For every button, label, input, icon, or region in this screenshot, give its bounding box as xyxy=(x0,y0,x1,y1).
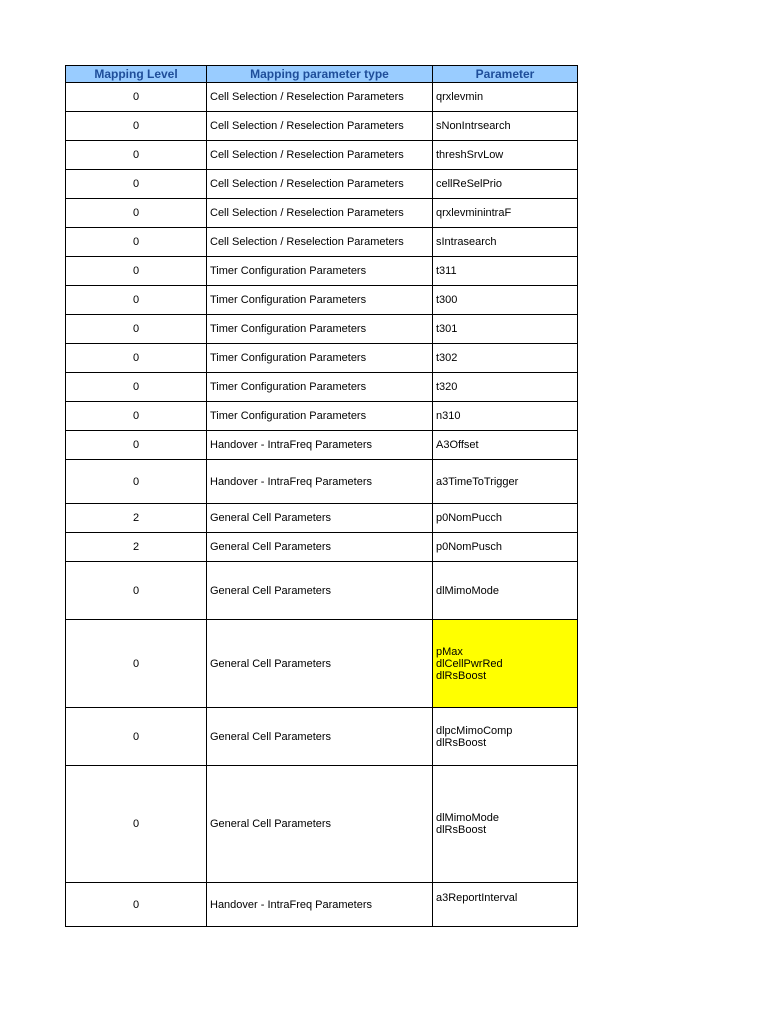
table-row xyxy=(66,708,578,766)
parameter-mapping-table xyxy=(65,65,578,927)
parameter-cell xyxy=(433,141,578,170)
mapping-parameter-type-cell: General Cell Parameters xyxy=(207,562,433,620)
parameter-cell xyxy=(433,533,578,562)
header-mapping-level: Mapping Level xyxy=(66,66,207,83)
parameter-name: dlRsBoost xyxy=(436,736,487,749)
parameter-name: n310 xyxy=(436,410,461,422)
parameter-cell xyxy=(433,431,578,460)
parameter-name: dlMimoMode xyxy=(436,812,499,824)
mapping-parameter-type-cell: General Cell Parameters xyxy=(207,620,433,708)
mapping-level-cell: 0 xyxy=(66,286,207,315)
mapping-level-cell: 0 xyxy=(66,402,207,431)
mapping-level-cell: 2 xyxy=(66,504,207,533)
mapping-level-cell: 2 xyxy=(66,533,207,562)
mapping-level-cell: 0 xyxy=(66,373,207,402)
mapping-level-cell: 0 xyxy=(66,170,207,199)
parameter-name: threshSrvLow xyxy=(436,149,504,161)
parameter-cell xyxy=(433,883,578,927)
parameter-cell xyxy=(433,562,578,620)
table-row xyxy=(66,141,578,170)
table-row xyxy=(66,257,578,286)
table-row xyxy=(66,533,578,562)
mapping-parameter-type-cell: Handover - IntraFreq Parameters xyxy=(207,431,433,460)
parameter-name: t311 xyxy=(436,265,457,277)
parameter-name: dlRsBoost xyxy=(436,669,487,682)
table-row xyxy=(66,373,578,402)
mapping-parameter-type-cell: Cell Selection / Reselection Parameters xyxy=(207,112,433,141)
table-row xyxy=(66,344,578,373)
table-row xyxy=(66,460,578,504)
table-row xyxy=(66,228,578,257)
parameter-name: A3Offset xyxy=(436,439,479,451)
table-row xyxy=(66,766,578,883)
parameter-name: t300 xyxy=(436,294,458,306)
parameter-name: pMax xyxy=(436,645,463,658)
parameter-name: p0NomPucch xyxy=(436,512,503,524)
mapping-parameter-type-cell: General Cell Parameters xyxy=(207,708,433,766)
parameter-name: cellReSelPrio xyxy=(436,178,503,190)
parameter-name: sIntrasearch xyxy=(436,236,497,248)
table-row xyxy=(66,504,578,533)
mapping-level-cell: 0 xyxy=(66,199,207,228)
mapping-parameter-type-cell: Handover - IntraFreq Parameters xyxy=(207,883,433,927)
mapping-level-cell: 0 xyxy=(66,620,207,708)
parameter-cell xyxy=(433,286,578,315)
parameter-name: dlCellPwrRed xyxy=(436,657,503,670)
parameter-name: qrxlevminintraF xyxy=(436,207,512,219)
mapping-level-cell: 0 xyxy=(66,315,207,344)
parameter-cell xyxy=(433,766,578,883)
parameter-cell xyxy=(433,315,578,344)
mapping-level-cell: 0 xyxy=(66,141,207,170)
mapping-parameter-type-cell: Cell Selection / Reselection Parameters xyxy=(207,170,433,199)
table-row xyxy=(66,883,578,927)
header-parameter: Parameter xyxy=(433,66,578,83)
header-mapping-parameter-type: Mapping parameter type xyxy=(207,66,433,83)
mapping-level-cell: 0 xyxy=(66,257,207,286)
parameter-name: dlpcMimoComp xyxy=(436,724,513,737)
parameter-cell xyxy=(433,257,578,286)
parameter-cell xyxy=(433,708,578,766)
mapping-parameter-type-cell: Cell Selection / Reselection Parameters xyxy=(207,83,433,112)
parameter-cell xyxy=(433,344,578,373)
table-row xyxy=(66,315,578,344)
parameter-cell xyxy=(433,170,578,199)
mapping-parameter-type-cell: Handover - IntraFreq Parameters xyxy=(207,460,433,504)
parameter-name: t320 xyxy=(436,381,458,393)
table-row xyxy=(66,402,578,431)
mapping-parameter-type-cell: Timer Configuration Parameters xyxy=(207,315,433,344)
mapping-parameter-type-cell: General Cell Parameters xyxy=(207,766,433,883)
parameter-cell xyxy=(433,460,578,504)
parameter-cell xyxy=(433,83,578,112)
table-row xyxy=(66,83,578,112)
mapping-level-cell: 0 xyxy=(66,228,207,257)
parameter-name: t301 xyxy=(436,323,458,335)
parameter-name: p0NomPusch xyxy=(436,541,503,553)
table-row xyxy=(66,170,578,199)
parameter-cell xyxy=(433,112,578,141)
mapping-parameter-type-cell: Timer Configuration Parameters xyxy=(207,344,433,373)
mapping-parameter-type-cell: General Cell Parameters xyxy=(207,533,433,562)
mapping-parameter-type-cell: Cell Selection / Reselection Parameters xyxy=(207,228,433,257)
mapping-parameter-type-cell: Timer Configuration Parameters xyxy=(207,257,433,286)
table-row xyxy=(66,286,578,315)
mapping-parameter-type-cell: General Cell Parameters xyxy=(207,504,433,533)
parameter-cell xyxy=(433,620,578,708)
mapping-level-cell: 0 xyxy=(66,766,207,883)
table-row xyxy=(66,431,578,460)
parameter-cell xyxy=(433,228,578,257)
mapping-parameter-type-cell: Timer Configuration Parameters xyxy=(207,373,433,402)
mapping-parameter-type-cell: Timer Configuration Parameters xyxy=(207,402,433,431)
parameter-cell xyxy=(433,373,578,402)
parameter-cell xyxy=(433,504,578,533)
parameter-cell xyxy=(433,402,578,431)
mapping-parameter-type-cell: Cell Selection / Reselection Parameters xyxy=(207,141,433,170)
parameter-name: t302 xyxy=(436,352,458,364)
parameter-name: dlRsBoost xyxy=(436,824,487,836)
table-row xyxy=(66,112,578,141)
parameter-name: a3ReportInterval xyxy=(436,892,518,904)
parameter-name: qrxlevmin xyxy=(436,91,484,103)
mapping-level-cell: 0 xyxy=(66,708,207,766)
mapping-level-cell: 0 xyxy=(66,344,207,373)
mapping-level-cell: 0 xyxy=(66,112,207,141)
mapping-level-cell: 0 xyxy=(66,883,207,927)
parameter-name: sNonIntrsearch xyxy=(436,120,511,132)
mapping-parameter-type-cell: Timer Configuration Parameters xyxy=(207,286,433,315)
table-row xyxy=(66,620,578,708)
table-row xyxy=(66,562,578,620)
table-row xyxy=(66,199,578,228)
parameter-cell xyxy=(433,199,578,228)
mapping-level-cell: 0 xyxy=(66,562,207,620)
header-row xyxy=(66,66,578,83)
mapping-level-cell: 0 xyxy=(66,431,207,460)
parameter-name: dlMimoMode xyxy=(436,584,499,597)
parameter-name: a3TimeToTrigger xyxy=(436,475,519,488)
mapping-parameter-type-cell: Cell Selection / Reselection Parameters xyxy=(207,199,433,228)
mapping-level-cell: 0 xyxy=(66,460,207,504)
mapping-level-cell: 0 xyxy=(66,83,207,112)
